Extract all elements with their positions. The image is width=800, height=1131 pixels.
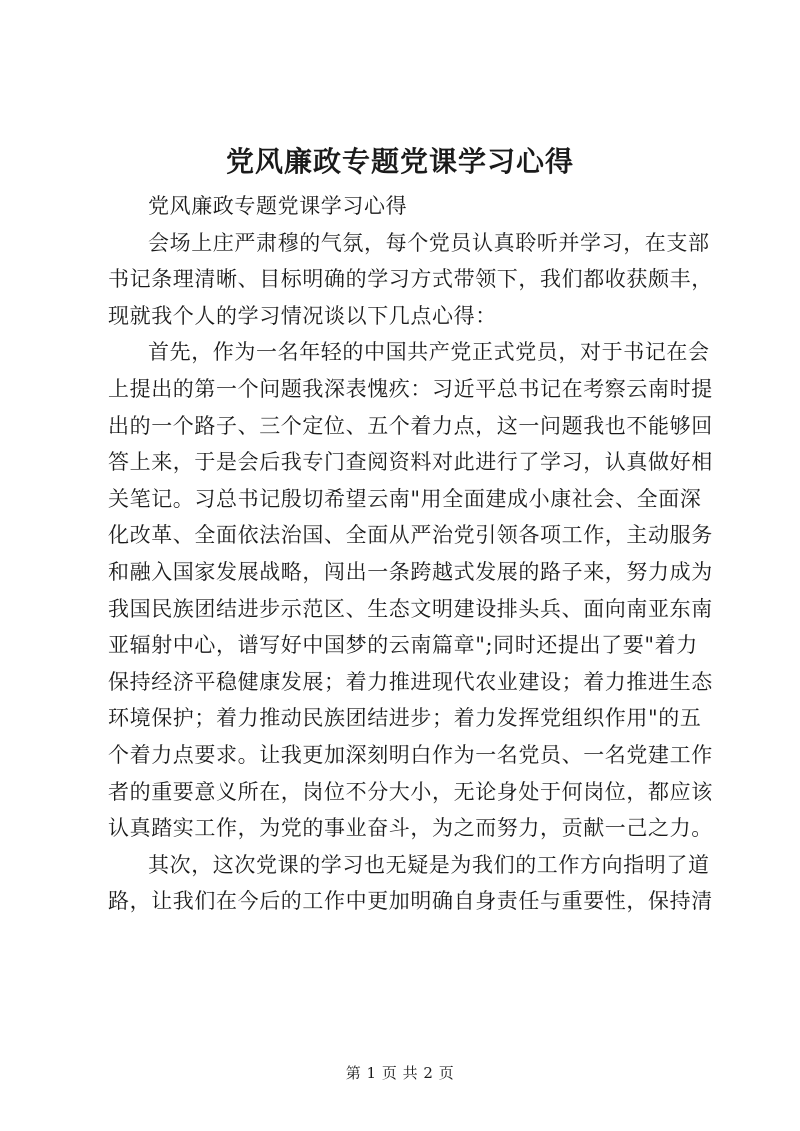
body-line: 环境保护；着力推动民族团结进步；着力发挥党组织作用"的五 — [108, 706, 702, 731]
body-line: 认真踏实工作，为党的事业奋斗，为之而努力，贡献一己之力。 — [108, 816, 713, 841]
page-footer: 第 1 页 共 2 页 — [345, 1064, 455, 1082]
body-line: 首先，作为一名年轻的中国共产党正式党员，对于书记在会 — [148, 340, 710, 365]
body-line: 其次，这次党课的学习也无疑是为我们的工作方向指明了道 — [148, 852, 710, 877]
body-line: 会场上庄严肃穆的气氛，每个党员认真聆听并学习，在支部 — [148, 230, 710, 255]
body-line: 关笔记。习总书记殷切希望云南"用全面建成小康社会、全面深 — [108, 486, 702, 511]
body-line: 出的一个路子、三个定位、五个着力点，这一问题我也不能够回 — [108, 413, 713, 438]
document-body — [108, 188, 713, 920]
document-title: 党风廉政专题党课学习心得 — [225, 145, 574, 178]
body-line: 上提出的第一个问题我深表愧疚：习近平总书记在考察云南时提 — [108, 376, 713, 401]
body-line: 现就我个人的学习情况谈以下几点心得： — [108, 303, 497, 328]
body-line: 书记条理清晰、目标明确的学习方式带领下，我们都收获颇丰， — [108, 267, 713, 292]
body-line: 答上来，于是会后我专门查阅资料对此进行了学习，认真做好相 — [108, 450, 713, 475]
body-line: 党风廉政专题党课学习心得 — [148, 194, 408, 218]
body-line: 者的重要意义所在，岗位不分大小，无论身处于何岗位，都应该 — [108, 779, 713, 804]
body-line: 亚辐射中心，谱写好中国梦的云南篇章";同时还提出了要"着力 — [108, 633, 698, 658]
body-line: 路，让我们在今后的工作中更加明确自身责任与重要性，保持清 — [108, 889, 713, 914]
body-line: 保持经济平稳健康发展；着力推进现代农业建设；着力推进生态 — [108, 669, 713, 694]
body-line: 和融入国家发展战略，闯出一条跨越式发展的路子来，努力成为 — [108, 559, 713, 584]
body-line: 个着力点要求。让我更加深刻明白作为一名党员、一名党建工作 — [108, 742, 713, 767]
body-line: 化改革、全面依法治国、全面从严治党引领各项工作，主动服务 — [108, 523, 713, 548]
body-line: 我国民族团结进步示范区、生态文明建设排头兵、面向南亚东南 — [108, 596, 713, 621]
